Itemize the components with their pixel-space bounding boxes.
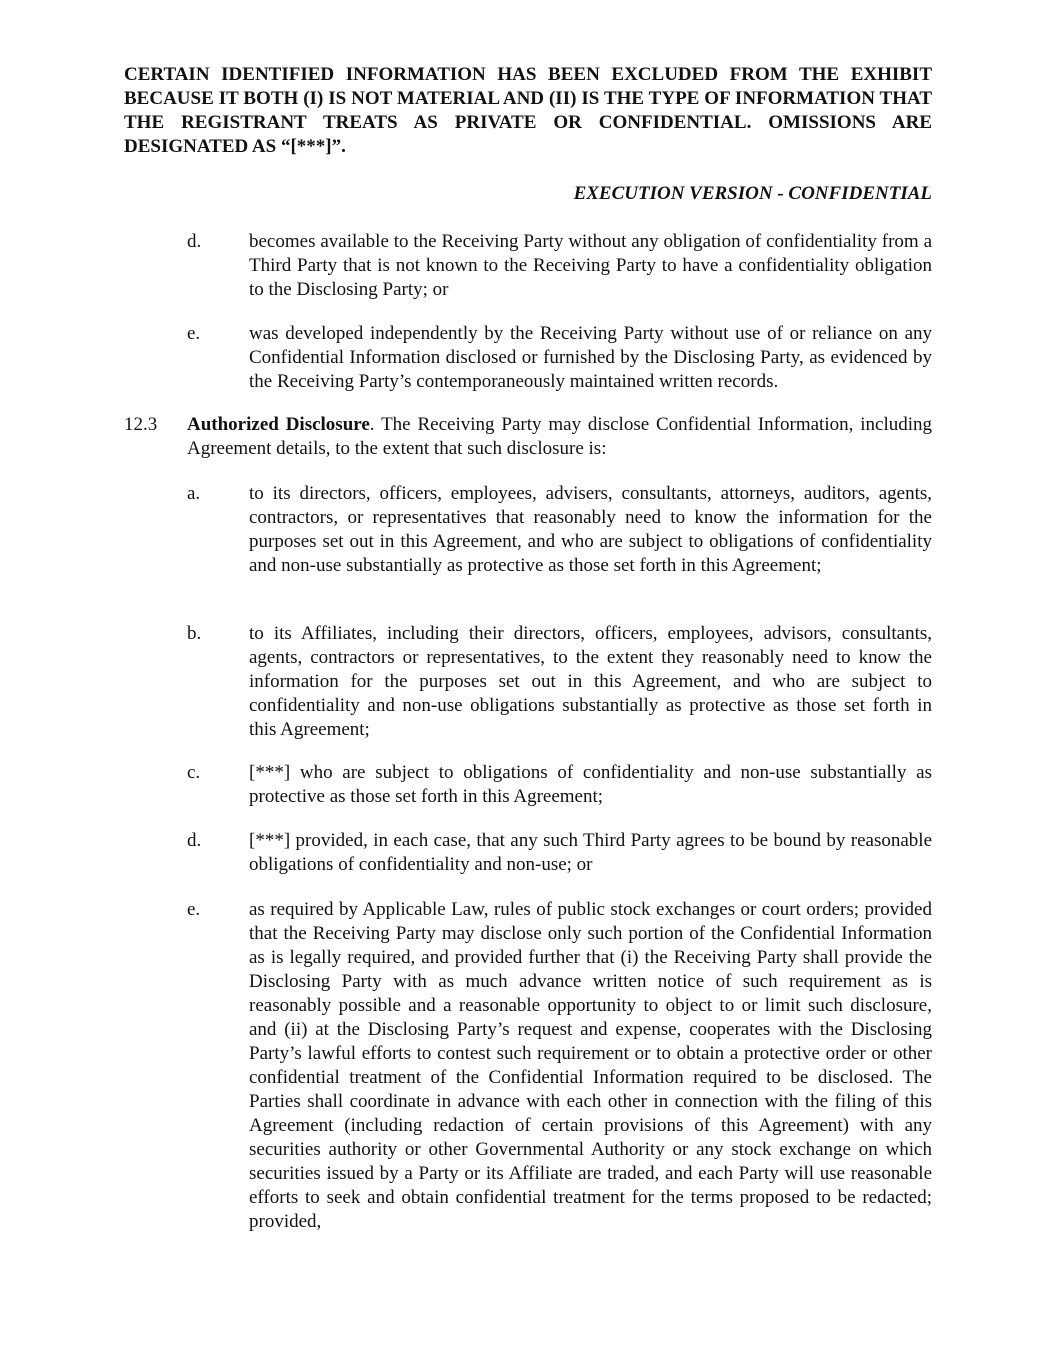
list-marker: c.	[187, 762, 201, 783]
list-item-text: was developed independently by the Receiving Party without use of or reliance on any Confidential Information disclosed or furnished by the Disclosing Party, as evidenced by the Receiving Party’s contemporaneously maintained written records.	[249, 323, 932, 392]
list-item-text: [***] who are subject to obligations of confidentiality and non-use substantially as protective as those set forth in this Agreement;	[249, 762, 932, 807]
section-heading: Authorized Disclosure	[187, 414, 370, 435]
list-item-text: becomes available to the Receiving Party without any obligation of confidentiality from a Third Party that is not known to the Receiving Party to have a confidentiality obligation to the Disclosing Party; or	[249, 231, 932, 300]
list-marker: d.	[187, 830, 202, 851]
section-number: 12.3	[124, 414, 158, 435]
list-marker: a.	[187, 483, 201, 504]
list-item-text: as required by Applicable Law, rules of public stock exchanges or court orders; provided that the Receiving Party may disclose only such portion of the Confidential Information as is legally required, and provided further that (i) the Receiving Party shall provide the Disclosing Party with as much advance written notice of such requirement as is reasonably possible and a reasonable opportunity to object to or limit such disclosure, and (ii) at the Disclosing Party’s request and expense, cooperates with the Disclosing Party’s lawful efforts to contest such requirement or to obtain a protective order or other confidential treatment of the Confidential Information required to be disclosed. The Parties shall coordinate in advance with each other in connection with the filing of this Agreement (including redaction of certain provisions of this Agreement) with any securities authority or other Governmental Authority or any stock exchange on which securities issued by a Party or its Affiliate are traded, and each Party will use reasonable efforts to seek and obtain confidential treatment for the terms proposed to be redacted; provided,	[249, 899, 932, 1232]
list-item-text: to its Affiliates, including their directors, officers, employees, advisors, consultants, agents, contractors or representatives, to the extent they reasonably need to know the information for the purposes set out in this Agreement, and who are subject to confidentiality and non-use obligations substantially as protective as those set forth in this Agreement;	[249, 623, 932, 740]
section-text	[187, 413, 932, 461]
list-item-text: to its directors, officers, employees, advisers, consultants, attorneys, auditors, agents, contractors, or representatives that reasonably need to know the information for the purposes set out in this Agreement, and who are subject to obligations of confidentiality and non-use substantially as protective as those set forth in this Agreement;	[249, 483, 932, 576]
list-item-text: [***] provided, in each case, that any such Third Party agrees to be bound by reasonable obligations of confidentiality and non-use; or	[249, 830, 932, 875]
redaction-notice: CERTAIN IDENTIFIED INFORMATION HAS BEEN EXCLUDED FROM THE EXHIBIT BECAUSE IT BOTH (I) IS NOT MATERIAL AND (II) IS THE TYPE OF INFORMATION THAT THE REGISTRANT TREATS AS PRIVATE OR CONFIDENTIAL. OMISSIONS ARE DESIGNATED AS “[***]”.	[124, 64, 932, 157]
list-marker: b.	[187, 623, 202, 644]
list-marker: d.	[187, 231, 202, 252]
section-intro: . The Receiving Party may disclose Confidential Information, including Agreement details, to the extent that such disclosure is:	[187, 414, 932, 459]
execution-version-label: EXECUTION VERSION - CONFIDENTIAL	[573, 183, 932, 204]
list-marker: e.	[187, 899, 201, 920]
list-marker: e.	[187, 323, 201, 344]
